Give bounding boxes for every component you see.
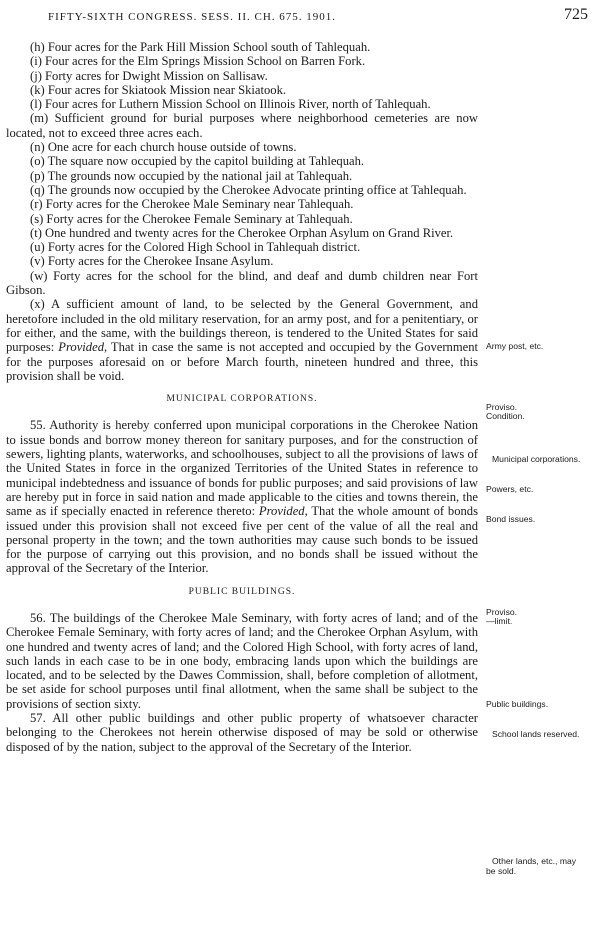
- clause-l: (l) Four acres for Luthern Mission School on Illinois River, north of Tahlequah.: [30, 97, 431, 112]
- margin-note-municipal: Municipal corporations.: [492, 454, 581, 464]
- running-head: FIFTY-SIXTH CONGRESS. SESS. II. CH. 675. 1901.: [48, 11, 337, 23]
- section-heading-public-buildings: PUBLIC BUILDINGS.: [188, 586, 296, 597]
- clause-n: (n) One acre for each church house outside of towns.: [30, 140, 297, 155]
- clause-o: (o) The square now occupied by the capitol building at Tahlequah.: [30, 154, 365, 169]
- clause-x-proviso: , That in case the same is not accepted and occupied by the Government for the purposes aforesaid on or before March fourth, nineteen hundred and three, this provision shall be void.: [6, 340, 479, 383]
- margin-note-limit: —limit.: [486, 616, 513, 626]
- clause-m: (m) Sufficient ground for burial purposes where neighborhood cemeteries are now located, not to exceed three acres each.: [6, 111, 478, 140]
- clause-j: (j) Forty acres for Dwight Mission on Sallisaw.: [30, 68, 268, 83]
- clause-s: (s) Forty acres for the Cherokee Female Seminary at Tahlequah.: [30, 211, 353, 226]
- page-number: 725: [564, 6, 588, 23]
- clause-r: (r) Forty acres for the Cherokee Male Seminary near Tahlequah.: [30, 197, 354, 212]
- clause-x: [6, 297, 478, 383]
- section-56: 56. The buildings of the Cherokee Male Seminary, with forty acres of land; and of the Cherokee Female Seminary, with forty acres of land; and the Cherokee Orphan Asylum, with one hundred and twenty acres of land; and the Colored High School, with forty acres of land, such lands in each case to be in one body, embracing lands upon which the buildings are located, and to be selected by the Dawes Commission, shall, before completion of allotment, be set aside for school purposes until final allotment, when the same shall be subject to the provisions of section sixty.: [6, 610, 478, 711]
- body-text: [6, 40, 478, 754]
- clause-k: (k) Four acres for Skiatook Mission near Skiatook.: [30, 82, 287, 97]
- margin-note-bond-issues: Bond issues.: [486, 514, 536, 524]
- clause-h: (h) Four acres for the Park Hill Mission School south of Tahlequah.: [30, 40, 371, 54]
- clause-i: (i) Four acres for the Elm Springs Mission School on Barren Fork.: [30, 54, 366, 69]
- margin-note-proviso: Proviso.: [486, 607, 518, 617]
- margin-note-public-buildings: Public buildings.: [486, 699, 549, 709]
- section-57: 57. All other public buildings and other public property of whatsoever character belonging to the Cherokees not herein otherwise disposed of may be sold or otherwise disposed of by the nation, subject to the approval of the Secretary of the Interior.: [6, 711, 478, 754]
- margin-note-army-post: Army post, etc.: [486, 341, 544, 351]
- section-heading-municipal: MUNICIPAL CORPORATIONS.: [166, 394, 318, 405]
- section-55-text: 55. Authority is hereby conferred upon municipal corporations in the Cherokee Nation to issue bonds and borrow money thereon for sanitary purposes, and for the construction of sewers, lighting plants, waterworks, and schoolhouses, subject to all the provisions of laws of the United States in force in the organized Territories of the United States in reference to municipal indebtedness and issuance of bonds for public purposes; and said provisions of law are hereby put in force in said nation and made applicable to the cities and towns therein, the same as if specially enacted in reference thereto:: [6, 418, 478, 519]
- clause-v: (v) Forty acres for the Cherokee Insane Asylum.: [30, 254, 274, 269]
- proviso-word: Provided: [258, 504, 305, 519]
- clause-t: (t) One hundred and twenty acres for the Cherokee Orphan Asylum on Grand River.: [30, 225, 454, 240]
- margin-note-proviso: Proviso.: [486, 402, 518, 412]
- clause-x-text: (x) A sufficient amount of land, to be selected by the General Government, and heretofore included in the old military reservation, for an army post, and for a penitentiary, or for either, and the same, with the buildings thereon, is tendered to the United States for said purposes:: [6, 297, 478, 355]
- clause-w: (w) Forty acres for the school for the blind, and deaf and dumb children near Fort Gibson.: [6, 268, 478, 298]
- clause-q: (q) The grounds now occupied by the Cherokee Advocate printing office at Tahlequah.: [30, 182, 467, 197]
- section-55: [6, 418, 478, 575]
- section-55-proviso: , That the whole amount of bonds issued under this provision shall not exceed five per cent of the value of all the real and personal property in the town; and the town authorities may cause such bonds to be issued for the purpose of carrying out this provision, and no bonds shall be issued without the approval of the Secretary of the Interior.: [6, 504, 478, 576]
- page-header: [48, 6, 588, 26]
- proviso-word: Provided: [58, 340, 104, 355]
- clause-u: (u) Forty acres for the Colored High School in Tahlequah district.: [30, 240, 361, 255]
- margin-note-school-lands: School lands reserved.: [492, 729, 580, 739]
- margin-note-other-lands: Other lands, etc., may be sold.: [486, 856, 577, 876]
- margin-note-condition: Condition.: [486, 411, 525, 421]
- margin-note-powers: Powers, etc.: [486, 484, 534, 494]
- clause-p: (p) The grounds now occupied by the national jail at Tahlequah.: [30, 168, 353, 183]
